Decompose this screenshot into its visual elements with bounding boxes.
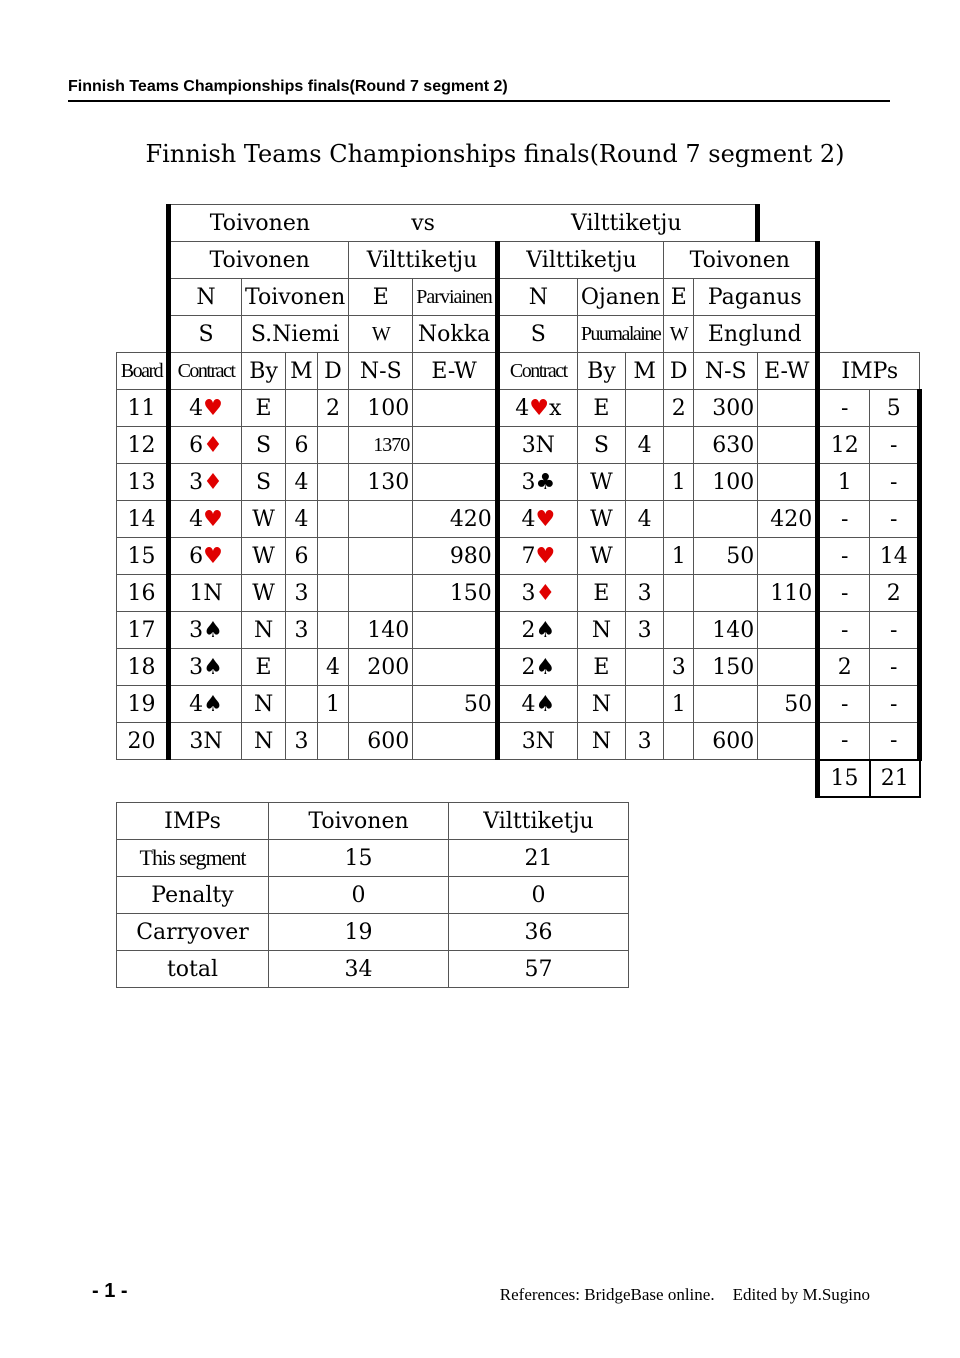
ew-score-2 xyxy=(758,649,818,686)
summary-value: 0 xyxy=(449,877,629,914)
suit-icon: ♠ xyxy=(203,617,223,643)
summary-value: 0 xyxy=(269,877,449,914)
footer-references xyxy=(500,1285,870,1305)
imps-vilttiketju: - xyxy=(870,649,920,686)
summary-value: 15 xyxy=(269,840,449,877)
down-2: 1 xyxy=(664,538,694,575)
contract-level: 4 xyxy=(189,691,204,717)
down-2 xyxy=(664,575,694,612)
ew-score-2 xyxy=(758,538,818,575)
ew-score-2: 420 xyxy=(758,501,818,538)
ew-score-1 xyxy=(413,464,498,501)
contract-level: 3 xyxy=(189,654,204,680)
imps-toivonen: - xyxy=(818,723,870,760)
declarer-1: N xyxy=(242,612,286,649)
summary-value: 19 xyxy=(269,914,449,951)
made-1: 4 xyxy=(286,464,318,501)
col-imps: IMPs xyxy=(818,353,920,390)
match-vs: vs xyxy=(349,205,498,242)
declarer-1: W xyxy=(242,501,286,538)
col-contract-1: Contract xyxy=(169,353,242,390)
page-number: - 1 - xyxy=(92,1280,128,1302)
col-ew-2: E-W xyxy=(758,353,818,390)
declarer-2: W xyxy=(577,464,625,501)
made-1: 6 xyxy=(286,427,318,464)
col-made-2: M xyxy=(626,353,664,390)
ns-score-2 xyxy=(694,501,758,538)
contract-level: 2 xyxy=(521,654,536,680)
contract-2 xyxy=(497,575,577,612)
summary-label: Carryover xyxy=(117,914,269,951)
imps-toivonen: - xyxy=(818,538,870,575)
ns-score-1 xyxy=(349,686,413,723)
room2-south-player: Puumalaine xyxy=(577,316,663,353)
contract-level: 4 xyxy=(521,691,536,717)
made-1: 4 xyxy=(286,501,318,538)
board-row xyxy=(117,538,920,575)
imps-toivonen: - xyxy=(818,501,870,538)
contract-1 xyxy=(169,612,242,649)
board-row xyxy=(117,464,920,501)
contract-level: 4 xyxy=(189,395,204,421)
summary-label: total xyxy=(117,951,269,988)
contract-level: 3 xyxy=(189,617,204,643)
col-made-1: M xyxy=(286,353,318,390)
suit-icon: ♦ xyxy=(203,469,223,495)
contract-level: 3 xyxy=(521,469,536,495)
col-ew-1: E-W xyxy=(413,353,498,390)
ns-score-1 xyxy=(349,575,413,612)
room2-north-label: N xyxy=(528,284,548,310)
summary-body xyxy=(117,803,629,988)
contract-1 xyxy=(169,575,242,612)
declarer-1: S xyxy=(242,464,286,501)
ns-score-2: 630 xyxy=(694,427,758,464)
made-2 xyxy=(626,686,664,723)
contract-1 xyxy=(169,723,242,760)
ew-score-1 xyxy=(413,427,498,464)
down-2: 2 xyxy=(664,390,694,427)
down-2 xyxy=(664,723,694,760)
summary-label: Penalty xyxy=(117,877,269,914)
ns-score-2: 600 xyxy=(694,723,758,760)
declarer-2: W xyxy=(577,501,625,538)
board-row xyxy=(117,723,920,760)
col-down-1: D xyxy=(317,353,349,390)
suit-icon: ♠ xyxy=(535,617,556,643)
board-row xyxy=(117,649,920,686)
ns-score-1 xyxy=(349,501,413,538)
contract-level: 6 xyxy=(189,432,204,458)
contract-level: 7 xyxy=(521,543,536,569)
down-1: 1 xyxy=(317,686,349,723)
match-team-b: Vilttiketju xyxy=(497,205,757,242)
imps-toivonen: - xyxy=(818,612,870,649)
room2-west-label: W xyxy=(664,316,694,353)
ns-score-2: 50 xyxy=(694,538,758,575)
ns-score-2: 150 xyxy=(694,649,758,686)
contract-2 xyxy=(497,464,577,501)
contract-1 xyxy=(169,649,242,686)
contract-level: 3N xyxy=(189,728,223,754)
suit-icon: ♦ xyxy=(535,580,556,606)
contract-2 xyxy=(497,723,577,760)
board-row xyxy=(117,501,920,538)
summary-value: 21 xyxy=(449,840,629,877)
suit-icon: ♥ xyxy=(535,543,556,569)
imps-toivonen: - xyxy=(818,390,870,427)
made-2 xyxy=(626,390,664,427)
room1-south-label: S xyxy=(169,316,242,353)
col-by-1: By xyxy=(242,353,286,390)
board-row xyxy=(117,390,920,427)
suit-icon: ♥ xyxy=(203,395,223,421)
down-1 xyxy=(317,575,349,612)
summary-row xyxy=(117,840,629,877)
board-number: 19 xyxy=(117,686,169,723)
board-number: 13 xyxy=(117,464,169,501)
board-number: 11 xyxy=(117,390,169,427)
ns-score-1: 200 xyxy=(349,649,413,686)
col-contract-2: Contract xyxy=(497,353,577,390)
made-1 xyxy=(286,390,318,427)
declarer-1: N xyxy=(242,686,286,723)
contract-level: 6 xyxy=(189,543,204,569)
contract-level: 3 xyxy=(189,469,204,495)
col-ns-1: N-S xyxy=(349,353,413,390)
down-1 xyxy=(317,538,349,575)
imps-vilttiketju: - xyxy=(870,612,920,649)
made-2: 3 xyxy=(626,723,664,760)
room1-north-label: N xyxy=(169,279,242,316)
contract-1 xyxy=(169,501,242,538)
summary-row xyxy=(117,951,629,988)
ns-score-2: 100 xyxy=(694,464,758,501)
made-2: 4 xyxy=(626,427,664,464)
running-header: Finnish Teams Championships finals(Round 7 segment 2) xyxy=(68,78,508,95)
down-1: 4 xyxy=(317,649,349,686)
contract-2 xyxy=(497,686,577,723)
imps-toivonen: - xyxy=(818,686,870,723)
contract-1 xyxy=(169,686,242,723)
down-2 xyxy=(664,427,694,464)
declarer-2: E xyxy=(577,390,625,427)
room2-east-label: E xyxy=(670,284,687,310)
players-sw-row xyxy=(117,316,920,353)
declarer-1: W xyxy=(242,538,286,575)
board-number: 12 xyxy=(117,427,169,464)
board-number: 14 xyxy=(117,501,169,538)
col-down-2: D xyxy=(664,353,694,390)
board-results-table xyxy=(116,204,922,798)
contract-2 xyxy=(497,538,577,575)
declarer-2: E xyxy=(577,649,625,686)
header-rule xyxy=(68,100,890,102)
declarer-1: W xyxy=(242,575,286,612)
contract-2 xyxy=(497,612,577,649)
down-1 xyxy=(317,612,349,649)
made-2: 4 xyxy=(626,501,664,538)
imps-vilttiketju: - xyxy=(870,723,920,760)
made-1: 6 xyxy=(286,538,318,575)
ns-score-2 xyxy=(694,686,758,723)
contract-1 xyxy=(169,390,242,427)
board-rows xyxy=(117,390,920,760)
declarer-2: N xyxy=(577,686,625,723)
imps-vilttiketju: - xyxy=(870,464,920,501)
imp-total-toivonen: 15 xyxy=(818,760,870,797)
ew-score-2: 110 xyxy=(758,575,818,612)
contract-level: 3N xyxy=(521,432,555,458)
contract-level: 1N xyxy=(189,580,223,606)
board-number: 20 xyxy=(117,723,169,760)
declarer-2: E xyxy=(577,575,625,612)
imps-vilttiketju: - xyxy=(870,427,920,464)
down-1: 2 xyxy=(317,390,349,427)
declarer-1: S xyxy=(242,427,286,464)
down-2: 3 xyxy=(664,649,694,686)
down-1 xyxy=(317,427,349,464)
room1-south-player: S.Niemi xyxy=(242,316,349,353)
ew-score-2 xyxy=(758,723,818,760)
summary-label: This segment xyxy=(117,840,269,877)
room-teams-row xyxy=(117,242,920,279)
room1-east-label: E xyxy=(372,284,389,310)
ns-score-1: 140 xyxy=(349,612,413,649)
contract-2 xyxy=(497,501,577,538)
declarer-2: N xyxy=(577,612,625,649)
imp-total-vilttiketju: 21 xyxy=(870,760,920,797)
down-1 xyxy=(317,501,349,538)
players-ne-row xyxy=(117,279,920,316)
room2-west-player: Englund xyxy=(694,316,818,353)
col-board: Board xyxy=(117,353,169,390)
ew-score-2: 50 xyxy=(758,686,818,723)
match-row xyxy=(117,205,920,242)
summary-row xyxy=(117,877,629,914)
made-2: 3 xyxy=(626,575,664,612)
down-2: 1 xyxy=(664,464,694,501)
room2-east-player: Paganus xyxy=(694,279,818,316)
declarer-1: N xyxy=(242,723,286,760)
room2-north-player: Ojanen xyxy=(577,279,663,316)
suit-icon: ♥ xyxy=(529,395,549,421)
suit-icon: ♥ xyxy=(203,506,223,532)
imps-toivonen: - xyxy=(818,575,870,612)
suit-icon: ♠ xyxy=(203,654,223,680)
board-number: 15 xyxy=(117,538,169,575)
made-2 xyxy=(626,538,664,575)
summary-value: 34 xyxy=(269,951,449,988)
made-2 xyxy=(626,649,664,686)
contract-level: 4 xyxy=(189,506,204,532)
board-row xyxy=(117,686,920,723)
suit-icon: ♠ xyxy=(535,654,556,680)
board-row xyxy=(117,612,920,649)
imps-toivonen: 2 xyxy=(818,649,870,686)
page-title: Finnish Teams Championships finals(Round 7 segment 2) xyxy=(145,140,845,168)
contract-2 xyxy=(497,427,577,464)
declarer-2: W xyxy=(577,538,625,575)
imp-totals-row xyxy=(117,760,920,797)
ns-score-1: 1370 xyxy=(349,427,413,464)
room1-ns-team: Toivonen xyxy=(169,242,349,279)
suit-icon: ♠ xyxy=(203,691,223,717)
room1-ew-team: Vilttiketju xyxy=(349,242,498,279)
contract-1 xyxy=(169,538,242,575)
made-2 xyxy=(626,464,664,501)
contract-level: 2 xyxy=(521,617,536,643)
contract-1 xyxy=(169,427,242,464)
imps-toivonen: 1 xyxy=(818,464,870,501)
suit-icon: ♠ xyxy=(535,691,556,717)
room1-west-player: Nokka xyxy=(413,316,498,353)
ns-score-1: 130 xyxy=(349,464,413,501)
ew-score-2 xyxy=(758,612,818,649)
ns-score-1 xyxy=(349,538,413,575)
suit-icon: ♥ xyxy=(203,543,223,569)
ew-score-1: 980 xyxy=(413,538,498,575)
summary-value: 36 xyxy=(449,914,629,951)
ew-score-2 xyxy=(758,464,818,501)
ns-score-2: 300 xyxy=(694,390,758,427)
summary-row xyxy=(117,914,629,951)
contract-1 xyxy=(169,464,242,501)
summary-table xyxy=(116,802,629,988)
declarer-1: E xyxy=(242,649,286,686)
room1-west-label: W xyxy=(349,316,413,353)
ew-score-2 xyxy=(758,390,818,427)
imps-vilttiketju: 5 xyxy=(870,390,920,427)
summary-header: Vilttiketju xyxy=(449,803,629,840)
summary-value: 57 xyxy=(449,951,629,988)
declarer-2: S xyxy=(577,427,625,464)
col-by-2: By xyxy=(577,353,625,390)
ew-score-1: 50 xyxy=(413,686,498,723)
column-header-row xyxy=(117,353,920,390)
imps-vilttiketju: - xyxy=(870,686,920,723)
made-1: 3 xyxy=(286,612,318,649)
ew-score-1: 150 xyxy=(413,575,498,612)
editor-credit: Edited by M.Sugino xyxy=(732,1285,870,1304)
room2-ew-team: Toivonen xyxy=(664,242,818,279)
contract-2 xyxy=(497,390,577,427)
room2-ns-team: Vilttiketju xyxy=(497,242,663,279)
suit-icon: ♣ xyxy=(535,469,556,495)
ew-score-1 xyxy=(413,649,498,686)
imps-toivonen: 12 xyxy=(818,427,870,464)
ns-score-2: 140 xyxy=(694,612,758,649)
board-row xyxy=(117,427,920,464)
declarer-2: N xyxy=(577,723,625,760)
board-number: 18 xyxy=(117,649,169,686)
made-1 xyxy=(286,686,318,723)
made-1: 3 xyxy=(286,723,318,760)
room2-south-label: S xyxy=(497,316,577,353)
suit-icon: ♦ xyxy=(203,432,223,458)
ew-score-2 xyxy=(758,427,818,464)
summary-header: Toivonen xyxy=(269,803,449,840)
ew-score-1: 420 xyxy=(413,501,498,538)
down-2 xyxy=(664,612,694,649)
ew-score-1 xyxy=(413,390,498,427)
room1-east-player: Parviainen xyxy=(413,279,498,316)
summary-header-row xyxy=(117,803,629,840)
down-2 xyxy=(664,501,694,538)
contract-level: 4 xyxy=(515,395,530,421)
made-2: 3 xyxy=(626,612,664,649)
ns-score-1: 100 xyxy=(349,390,413,427)
down-1 xyxy=(317,723,349,760)
board-row xyxy=(117,575,920,612)
board-number: 16 xyxy=(117,575,169,612)
down-2: 1 xyxy=(664,686,694,723)
contract-level: 4 xyxy=(521,506,536,532)
col-ns-2: N-S xyxy=(694,353,758,390)
references-text: References: BridgeBase online. xyxy=(499,1285,715,1304)
ew-score-1 xyxy=(413,612,498,649)
declarer-1: E xyxy=(242,390,286,427)
down-1 xyxy=(317,464,349,501)
imps-vilttiketju: 14 xyxy=(870,538,920,575)
contract-2 xyxy=(497,649,577,686)
board-number: 17 xyxy=(117,612,169,649)
ns-score-2 xyxy=(694,575,758,612)
ew-score-1 xyxy=(413,723,498,760)
imps-vilttiketju: 2 xyxy=(870,575,920,612)
double-marker: x xyxy=(548,395,562,421)
imps-vilttiketju: - xyxy=(870,501,920,538)
made-1: 3 xyxy=(286,575,318,612)
suit-icon: ♥ xyxy=(535,506,556,532)
contract-level: 3N xyxy=(521,728,555,754)
made-1 xyxy=(286,649,318,686)
summary-header: IMPs xyxy=(117,803,269,840)
contract-level: 3 xyxy=(521,580,536,606)
ns-score-1: 600 xyxy=(349,723,413,760)
room1-north-player: Toivonen xyxy=(242,279,349,316)
match-team-a: Toivonen xyxy=(169,205,349,242)
